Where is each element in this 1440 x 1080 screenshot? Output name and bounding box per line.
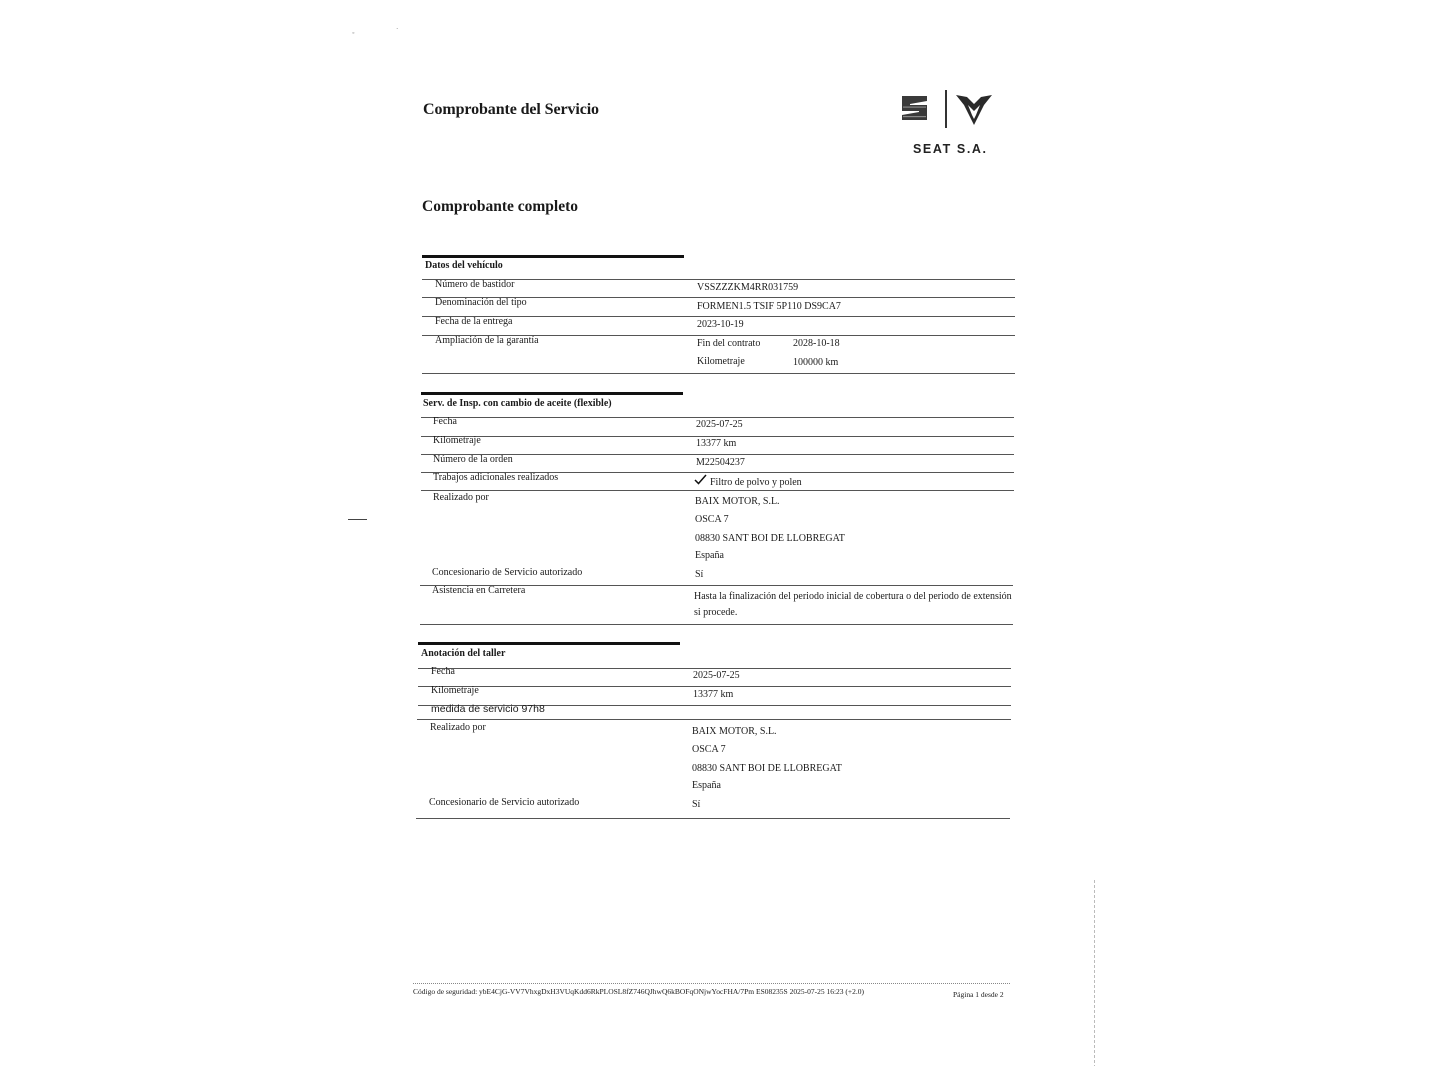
footer-divider [413,983,1010,984]
workshop-performed-by-line: BAIX MOTOR, S.L. [692,726,777,737]
warranty-end-value: 2028-10-18 [793,338,840,349]
workshop-performed-by-line: OSCA 7 [692,744,726,755]
vin-label: Número de bastidor [435,279,515,290]
row-divider [418,668,1011,669]
logo-divider [945,90,947,128]
inspection-date-label: Fecha [433,416,457,427]
workshop-performed-by-line: 08830 SANT BOI DE LLOBREGAT [692,763,842,774]
section-bar [421,392,683,395]
row-divider [421,417,1014,418]
section-bar [422,255,684,258]
row-divider [420,624,1013,625]
order-number-value: M22504237 [696,457,745,468]
delivery-date-label: Fecha de la entrega [435,316,513,327]
extra-work-label: Trabajos adicionales realizados [433,472,559,483]
warranty-end-label: Fin del contrato [697,338,761,349]
row-divider [418,686,1011,687]
company-name: SEAT S.A. [913,142,988,156]
workshop-km-value: 13377 km [693,689,734,700]
scan-speck: ◦ [352,29,355,37]
row-divider [421,490,1014,491]
type-value: FORMEN1.5 TSIF 5P110 DS9CA7 [697,301,841,312]
workshop-performed-by-label: Realizado por [430,722,486,733]
page-edge-line [1094,880,1095,1066]
order-number-label: Número de la orden [433,454,513,465]
inspection-date-value: 2025-07-25 [696,419,743,430]
security-code: ybE4CjG-VV7VhxgDxH3VUqKdd6RkPLOSL8fZ746QJhwQ6kBOFqONjwYocFHA/7Pm [479,987,755,996]
performed-by-label: Realizado por [433,492,489,503]
inspection-km-label: Kilometraje [433,435,481,446]
row-divider [422,373,1015,374]
workshop-dealer-value: Sí [692,799,701,810]
warranty-km-value: 100000 km [793,357,839,368]
vehicle-section-heading: Datos del vehículo [425,260,503,271]
performed-by-line: España [695,550,724,561]
row-divider [421,436,1014,437]
extra-work-value: Filtro de polvo y polen [710,477,802,488]
workshop-section-heading: Anotación del taller [421,648,506,659]
cupra-logo-icon [955,94,993,126]
vin-value: VSSZZZKM4RR031759 [697,282,799,293]
workshop-dealer-label: Concesionario de Servicio autorizado [429,797,580,808]
brand-logos [900,88,1000,160]
warranty-km-label: Kilometraje [697,356,745,367]
row-divider [417,719,1011,720]
type-label: Denominación del tipo [435,297,527,308]
page-number: Página 1 desde 2 [953,990,1004,999]
performed-by-line: BAIX MOTOR, S.L. [695,496,780,507]
workshop-date-value: 2025-07-25 [693,670,740,681]
service-measure-note: medida de servicio 97h8 [431,703,545,715]
delivery-date-value: 2023-10-19 [697,319,744,330]
roadside-label: Asistencia en Carretera [432,585,526,596]
scan-mark [348,519,367,520]
workshop-date-label: Fecha [431,666,455,677]
document-subtitle: Comprobante completo [422,198,578,215]
check-icon [694,474,707,485]
warranty-label: Ampliación de la garantía [435,335,539,346]
roadside-value-line: si procede. [694,607,738,618]
dealer-label: Concesionario de Servicio autorizado [432,567,583,578]
scan-speck: · [396,25,399,33]
document-title: Comprobante del Servicio [423,101,599,118]
performed-by-line: OSCA 7 [695,514,729,525]
security-code-label: Código de seguridad: [413,987,478,996]
inspection-km-value: 13377 km [696,438,737,449]
print-timestamp: 2025-07-25 16:23 (+2.0) [789,987,865,996]
roadside-value-line: Hasta la finalización del periodo inicial de cobertura o del periodo de extensión [694,591,1012,602]
section-bar [418,642,680,645]
workshop-performed-by-line: España [692,780,721,791]
security-code-line [413,987,864,996]
dealer-value: Sí [695,569,704,580]
seat-logo-icon [900,94,929,122]
inspection-section-heading: Serv. de Insp. con cambio de aceite (flexible) [423,398,612,409]
document-reference: ES08235S [756,987,788,996]
row-divider [416,818,1010,819]
workshop-km-label: Kilometraje [431,685,479,696]
performed-by-line: 08830 SANT BOI DE LLOBREGAT [695,533,845,544]
